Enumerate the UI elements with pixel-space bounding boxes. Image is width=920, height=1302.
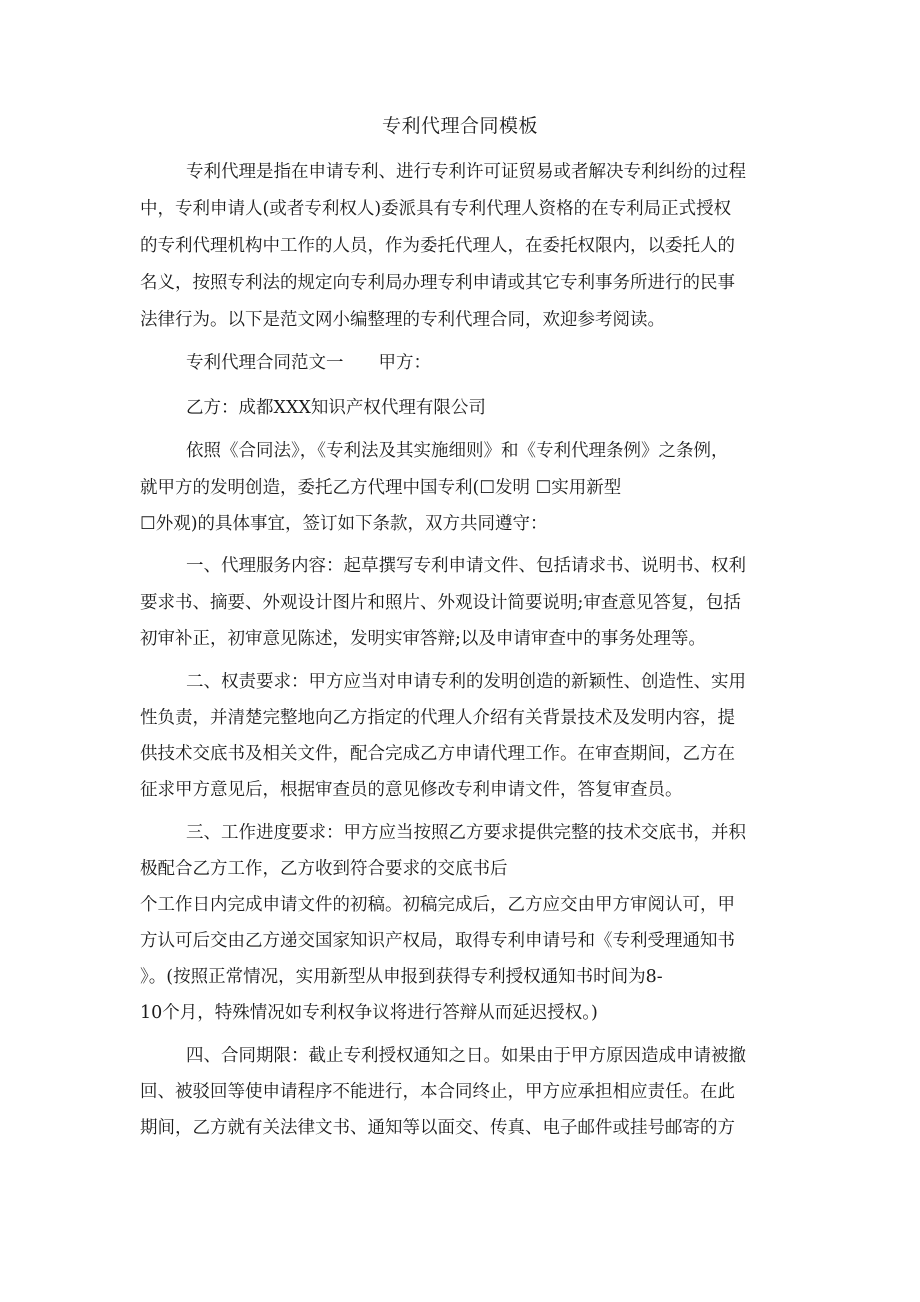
paragraph-line: 依照《合同法》，《专利法及其实施细则》和《专利代理条例》之条例， bbox=[186, 441, 729, 461]
paragraph-line: 初审补正，初审意见陈述，发明实审答辩;以及申请审查中的事务处理等。 bbox=[140, 629, 706, 649]
paragraph-line: 四、合同期限：截止专利授权通知之日。如果由于甲方原因造成申请被撤 bbox=[186, 1046, 746, 1066]
paragraph-line: 》。(按照正常情况，实用新型从申报到获得专利授权通知书时间为8- bbox=[140, 967, 663, 987]
paragraph-line: ☐外观)的具体事宜，签订如下条款，双方共同遵守： bbox=[140, 514, 548, 534]
paragraph-line: 个工作日内完成申请文件的初稿。初稿完成后，乙方应交由甲方审阅认可，甲 bbox=[140, 895, 735, 915]
paragraph-line: 回、被驳回等使申请程序不能进行，本合同终止，甲方应承担相应责任。在此 bbox=[140, 1082, 735, 1102]
paragraph-line: 方认可后交由乙方递交国家知识产权局，取得专利申请号和《专利受理通知书 bbox=[140, 931, 735, 951]
paragraph-line: 法律行为。以下是范文网小编整理的专利代理合同，欢迎参考阅读。 bbox=[140, 310, 665, 330]
document-title: 专利代理合同模板 bbox=[381, 115, 538, 137]
contract-heading-line: 专利代理合同范文一 甲方： bbox=[186, 353, 431, 373]
paragraph-line: 一、代理服务内容：起草撰写专利申请文件、包括请求书、说明书、权利 bbox=[186, 556, 746, 576]
paragraph-line: 就甲方的发明创造，委托乙方代理中国专利(☐发明 ☐实用新型 bbox=[140, 478, 622, 498]
paragraph-line: 极配合乙方工作，乙方收到符合要求的交底书后 bbox=[140, 859, 508, 879]
paragraph-line: 中，专利申请人(或者专利权人)委派具有专利代理人资格的在专利局正式授权 bbox=[140, 199, 732, 219]
paragraph-line: 二、权责要求：甲方应当对申请专利的发明创造的新颖性、创造性、实用 bbox=[186, 672, 746, 692]
paragraph-line: 专利代理是指在申请专利、进行专利许可证贸易或者解决专利纠纷的过程 bbox=[186, 162, 746, 182]
party-b-line: 乙方：成都XXX知识产权代理有限公司 bbox=[186, 398, 486, 418]
paragraph-line: 的专利代理机构中工作的人员，作为委托代理人，在委托权限内，以委托人的 bbox=[140, 236, 735, 256]
paragraph-line: 供技术交底书及相关文件，配合完成乙方申请代理工作。在审查期间，乙方在 bbox=[140, 744, 735, 764]
paragraph-line: 期间，乙方就有关法律文书、通知等以面交、传真、电子邮件或挂号邮寄的方 bbox=[140, 1118, 735, 1138]
paragraph-line: 征求甲方意见后，根据审查员的意见修改专利申请文件，答复审查员。 bbox=[140, 780, 683, 800]
paragraph-line: 三、工作进度要求：甲方应当按照乙方要求提供完整的技术交底书，并积 bbox=[186, 823, 746, 843]
paragraph-line: 名义，按照专利法的规定向专利局办理专利申请或其它专利事务所进行的民事 bbox=[140, 273, 735, 293]
paragraph-line: 要求书、摘要、外观设计图片和照片、外观设计简要说明;审查意见答复，包括 bbox=[140, 593, 741, 613]
paragraph-line: 性负责，并清楚完整地向乙方指定的代理人介绍有关背景技术及发明内容，提 bbox=[140, 708, 735, 728]
paragraph-line: 10个月，特殊情况如专利权争议将进行答辩从而延迟授权。) bbox=[140, 1003, 598, 1023]
